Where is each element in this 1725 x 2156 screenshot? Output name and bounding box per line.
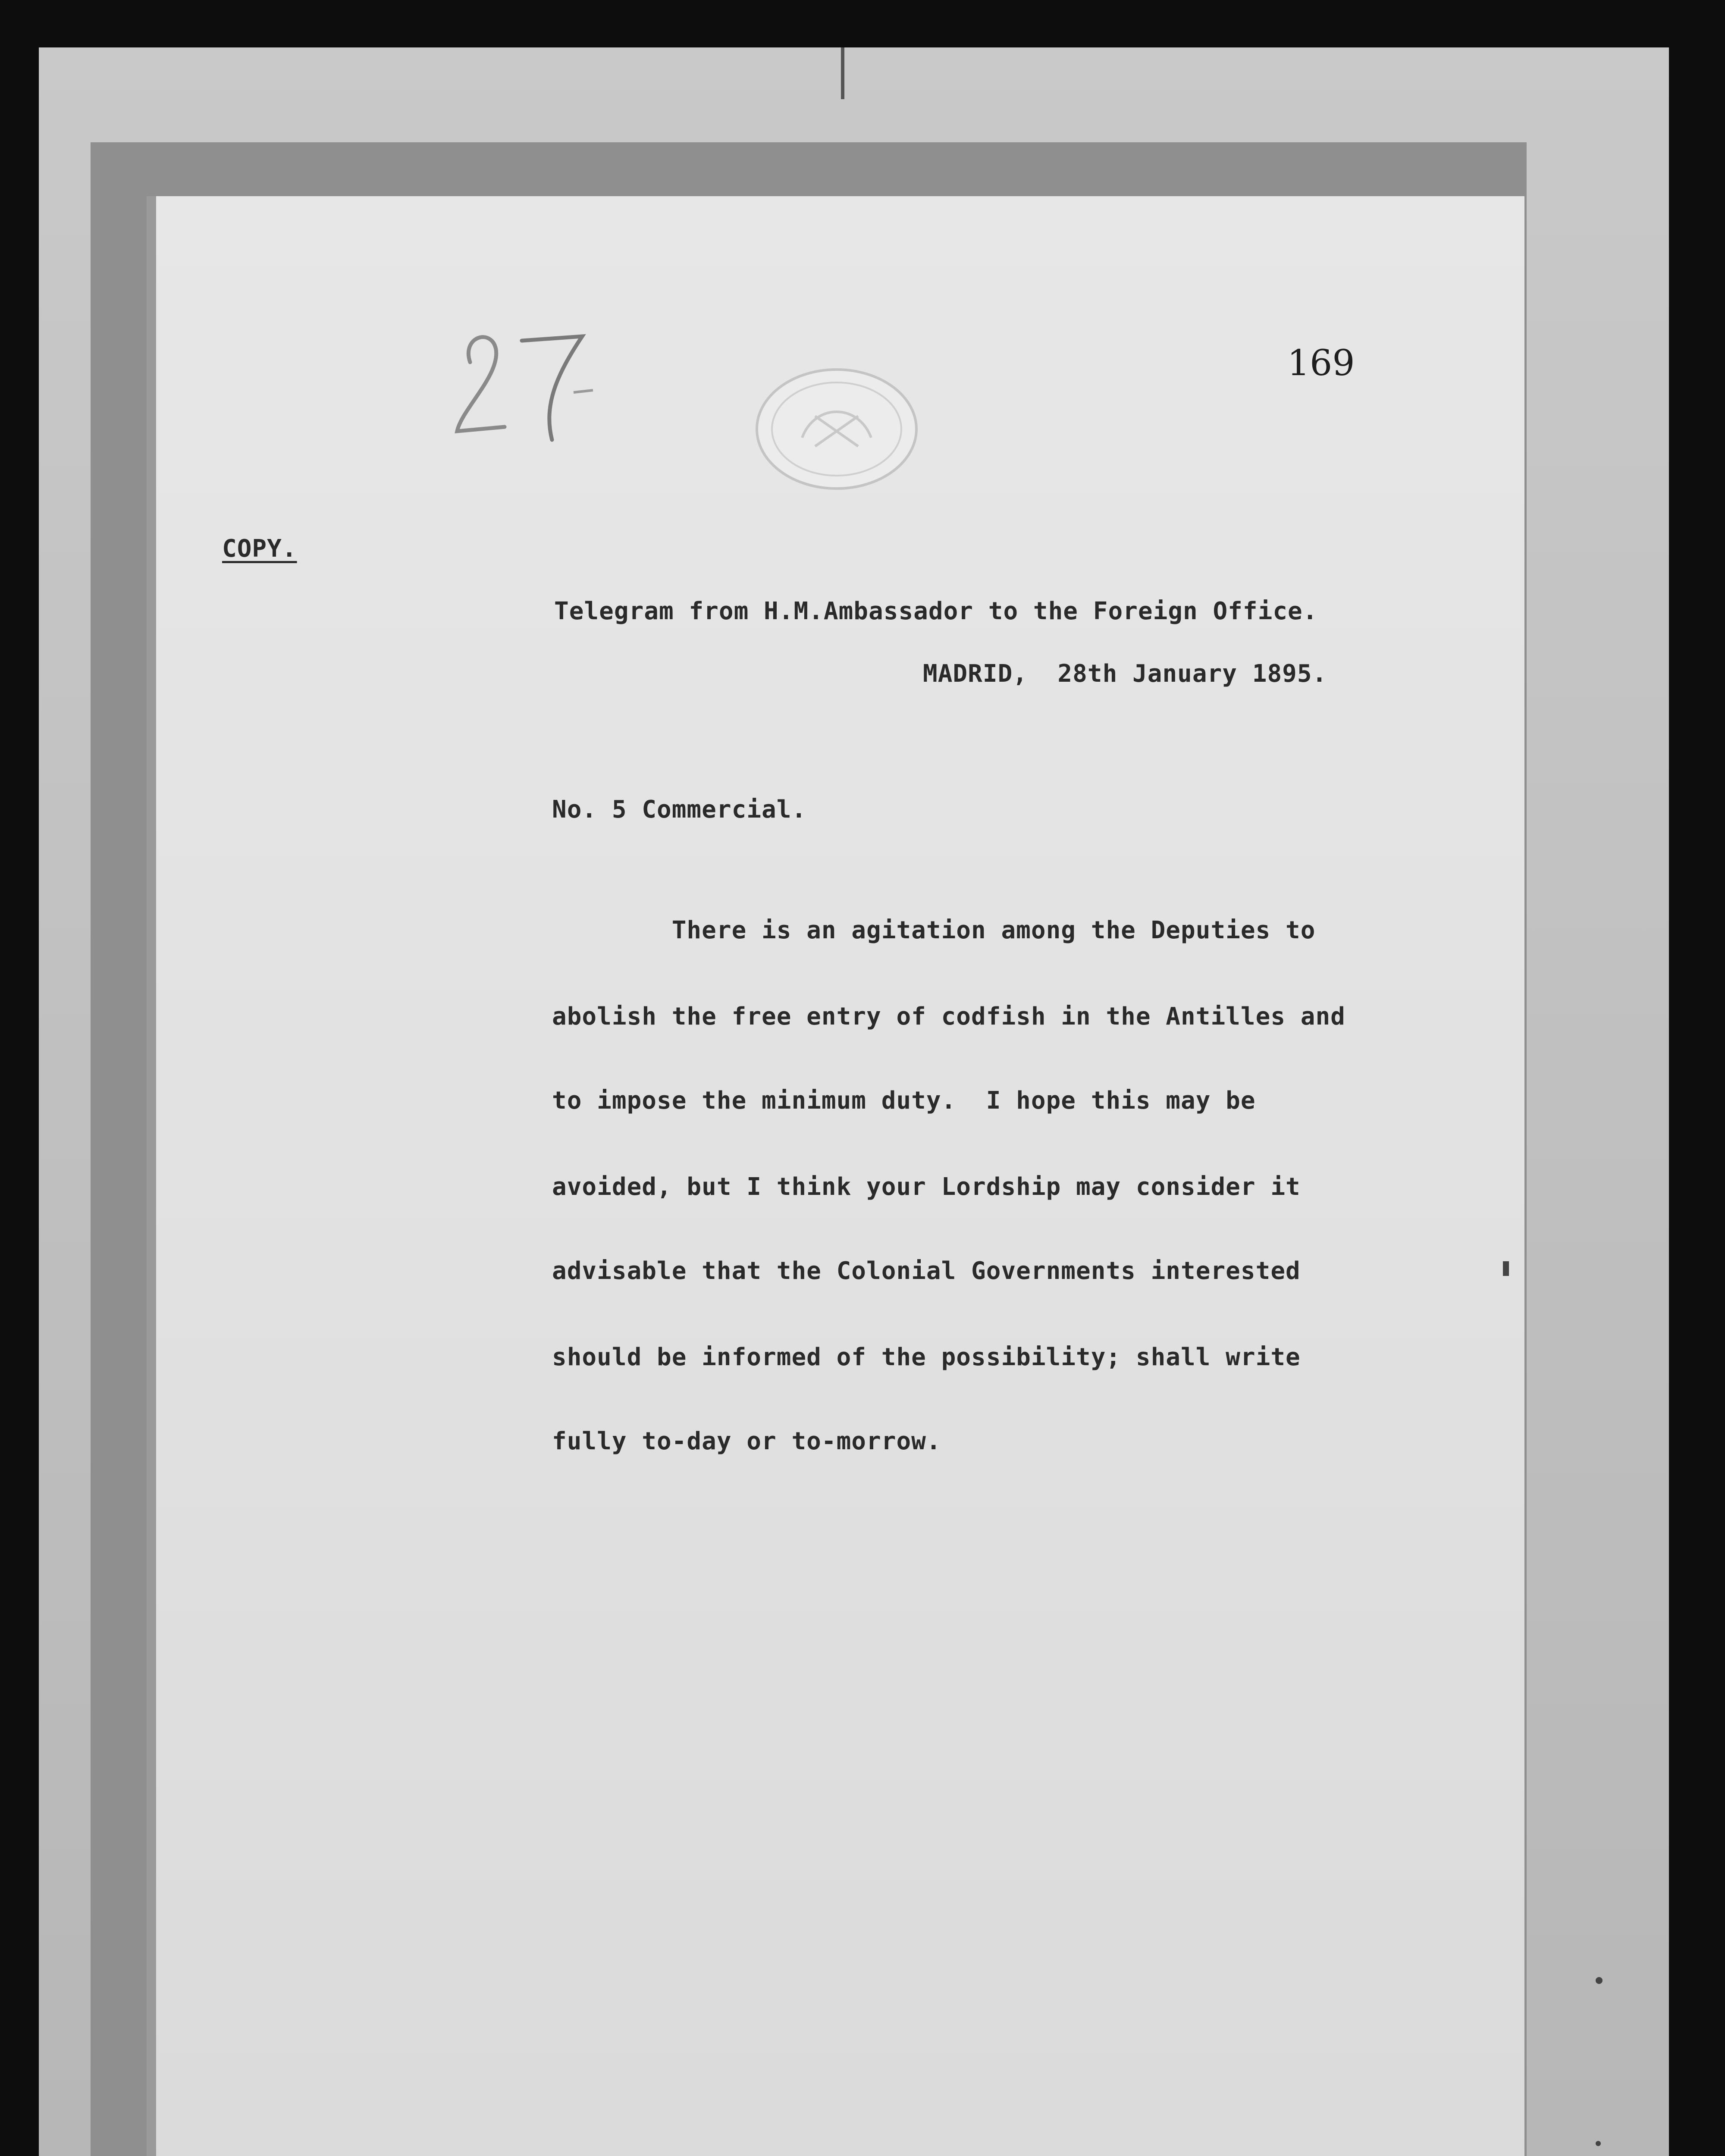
place-date-line: MADRID, 28th January 1895. (923, 660, 1327, 688)
copy-label: COPY. (222, 535, 297, 563)
body-line: advisable that the Colonial Governments interested (552, 1257, 1301, 1285)
embossed-seal (750, 364, 923, 494)
film-speck (1503, 1261, 1509, 1276)
film-speck (1596, 1977, 1603, 1984)
film-notch (841, 47, 844, 99)
body-line: abolish the free entry of codfish in the Antilles and (552, 1003, 1346, 1031)
telegram-heading: Telegram from H.M.Ambassador to the Foreign Office. (554, 597, 1318, 625)
film-speck (1596, 2141, 1601, 2146)
page-number: 169 (1287, 343, 1355, 384)
body-line: There is an agitation among the Deputies to (552, 916, 1316, 944)
body-line: should be informed of the possibility; shall write (552, 1343, 1301, 1371)
handwritten-folio-mark (444, 310, 599, 453)
body-line: fully to-day or to-morrow. (552, 1427, 941, 1455)
reference-line: No. 5 Commercial. (552, 796, 807, 824)
body-line: to impose the minimum duty. I hope this may be (552, 1087, 1256, 1115)
body-line: avoided, but I think your Lordship may consider it (552, 1173, 1301, 1201)
